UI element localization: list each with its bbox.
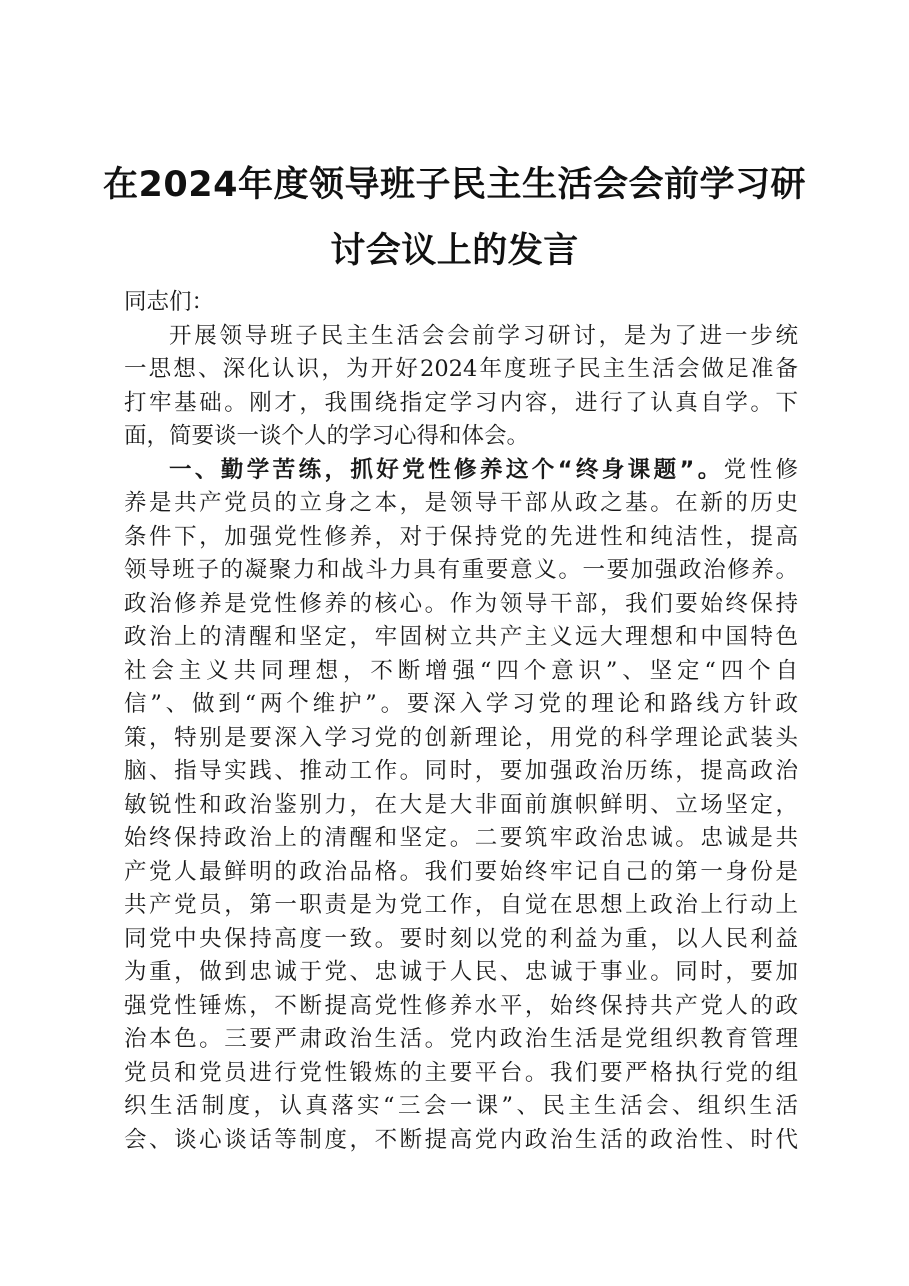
section-1-heading: 一、勤学苦练，抓好党性修养这个“终身课题”。 [169,456,724,483]
intro-line: 打牢基础。刚才，我围绕指定学习内容，进行了认真自学。下 [124,389,798,416]
section-1-line: 政治修养是党性修养的核心。作为领导干部，我们要始终保持 [124,590,798,617]
salutation: 同志们： [124,289,215,315]
intro-line: 开展领导班子民主生活会会前学习研讨，是为了进一步统 [169,322,798,349]
section-1-first-line-tail: 党性修 [723,456,798,483]
title-line-2: 讨会议上的发言 [330,231,579,271]
section-1-line: 同党中央保持高度一致。要时刻以党的利益为重，以人民利益 [124,925,798,952]
section-1-line: 策，特别是要深入学习党的创新理论，用党的科学理论武装头 [124,724,798,751]
section-1-line: 织生活制度，认真落实“三会一课”、民主生活会、组织生活 [124,1093,798,1119]
intro-line: 面，简要谈一谈个人的学习心得和体会。 [124,423,530,449]
section-1-line: 始终保持政治上的清醒和坚定。二要筑牢政治忠诚。忠诚是共 [124,825,798,851]
section-1-line: 会、谈心谈话等制度，不断提高党内政治生活的政治性、时代 [124,1126,798,1153]
title-line-1: 在2024年度领导班子民主生活会会前学习研 [103,165,806,205]
section-1-line: 产党人最鲜明的政治品格。我们要始终牢记自己的第一身份是 [124,858,798,885]
section-1-line: 信”、做到“两个维护”。要深入学习党的理论和路线方针政 [124,691,798,717]
section-1-line: 政治上的清醒和坚定，牢固树立共产主义远大理想和中国特色 [124,624,798,650]
document-title [100,152,809,284]
section-1-line: 养是共产党员的立身之本，是领导干部从政之基。在新的历史 [124,490,798,516]
section-1-line: 为重，做到忠诚于党、忠诚于人民、忠诚于事业。同时，要加 [124,959,798,985]
section-1-line: 党员和党员进行党性锻炼的主要平台。我们要严格执行党的组 [124,1059,798,1086]
section-1-line: 条件下，加强党性修养，对于保持党的先进性和纯洁性，提高 [124,523,798,550]
section-1-line: 共产党员，第一职责是为党工作，自觉在思想上政治上行动上 [124,892,798,918]
section-1-line: 社会主义共同理想，不断增强“四个意识”、坚定“四个自 [124,657,798,684]
document-body [124,286,798,1157]
section-1-line: 敏锐性和政治鉴别力，在大是大非面前旗帜鲜明、立场坚定， [124,791,798,818]
section-1-line: 强党性锤炼，不断提高党性修养水平，始终保持共产党人的政 [124,992,798,1019]
section-1-line: 脑、指导实践、推动工作。同时，要加强政治历练，提高政治 [124,758,798,784]
section-1-first-line [124,454,798,488]
section-1-line: 治本色。三要严肃政治生活。党内政治生活是党组织教育管理 [124,1026,798,1052]
intro-line: 一思想、深化认识，为开好2024年度班子民主生活会做足准备 [124,356,798,382]
section-1-line: 领导班子的凝聚力和战斗力具有重要意义。一要加强政治修养。 [124,557,798,583]
